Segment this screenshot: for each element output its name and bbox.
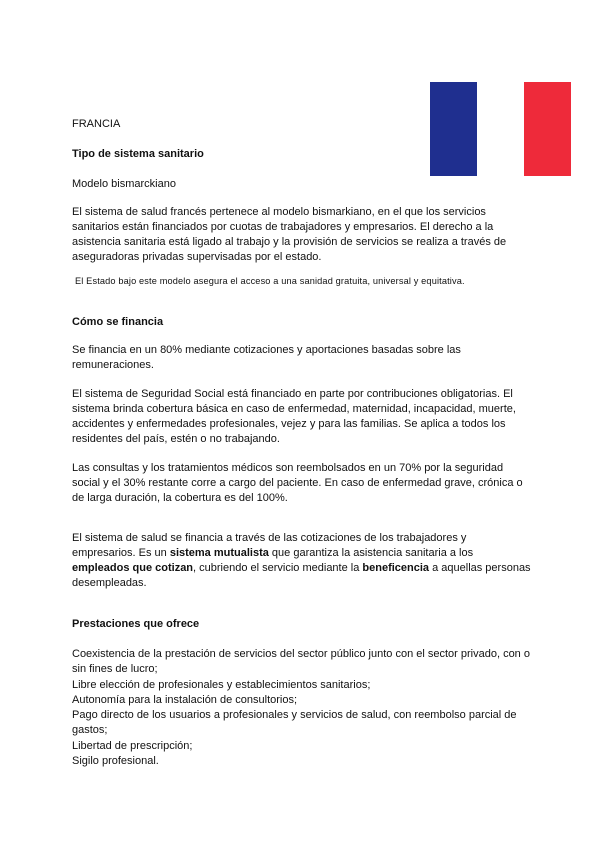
fp4-text-2: que garantiza la asistencia sanitaria a los	[268, 547, 474, 559]
estado-note: El Estado bajo este modelo asegura el acceso a una sanidad gratuita, universal y equitativa.	[75, 276, 465, 286]
list-item: Sigilo profesional.	[72, 755, 159, 768]
financia-paragraph-1: Se financia en un 80% mediante cotizaciones y aportaciones basadas sobre las remuneraciones.	[72, 344, 461, 371]
prestaciones-heading: Prestaciones que ofrece	[72, 618, 200, 630]
fp4-text-4: a aquellas personas desempleadas.	[72, 562, 531, 589]
fp4-text-3: , cubriendo el servicio mediante la	[193, 562, 363, 574]
prestaciones-list	[72, 647, 530, 769]
fp4-bold-empleados: empleados que cotizan	[72, 562, 194, 574]
modelo-text: Modelo bismarckiano	[72, 178, 176, 190]
fp4-bold-beneficencia: beneficencia	[362, 562, 430, 574]
fp4-bold-sistema: sistema mutualista	[169, 547, 269, 559]
fp4-text-1: El sistema de salud se financia a través de las cotizaciones de los trabajadores y empresarios. Es un	[72, 532, 467, 559]
list-item: Libre elección de profesionales y establecimientos sanitarios;	[72, 678, 371, 691]
country-title: FRANCIA	[72, 118, 121, 130]
financia-paragraph-2: El sistema de Seguridad Social está financiado en parte por contribuciones obligatorias. El sistema brinda cobertura básica en caso de enfermedad, maternidad, incapacidad, muerte, accidentes y enfermedades profesionales, vejez y para las familias. Se aplica a todos los residentes del país, estén o no trabajando.	[72, 388, 516, 445]
financia-paragraph-4	[72, 531, 532, 591]
intro-paragraph: El sistema de salud francés pertenece al modelo bismarkiano, en el que los servicios sanitarios están financiados por cuotas de trabajadores y empresarios. El derecho a la asistencia sanitaria está ligado al trabajo y la provisión de servicios se realiza a través de aseguradoras privadas supervisadas por el estado.	[72, 206, 507, 263]
list-item: Pago directo de los usuarios a profesionales y servicios de salud, con reembolso parcial de gastos;	[72, 709, 517, 737]
tipo-sistema-heading: Tipo de sistema sanitario	[72, 148, 204, 160]
financia-heading: Cómo se financia	[72, 316, 164, 328]
list-item: Libertad de prescripción;	[72, 739, 193, 752]
financia-paragraph-3: Las consultas y los tratamientos médicos son reembolsados en un 70% por la seguridad social y el 30% restante corre a cargo del paciente. En caso de enfermedad grave, crónica o de larga duración, la cobertura es del 100%.	[72, 462, 523, 504]
list-item: Coexistencia de la prestación de servicios del sector público junto con el sector privado, con o sin fines de lucro;	[72, 648, 530, 676]
list-item: Autonomía para la instalación de consultorios;	[72, 693, 298, 706]
